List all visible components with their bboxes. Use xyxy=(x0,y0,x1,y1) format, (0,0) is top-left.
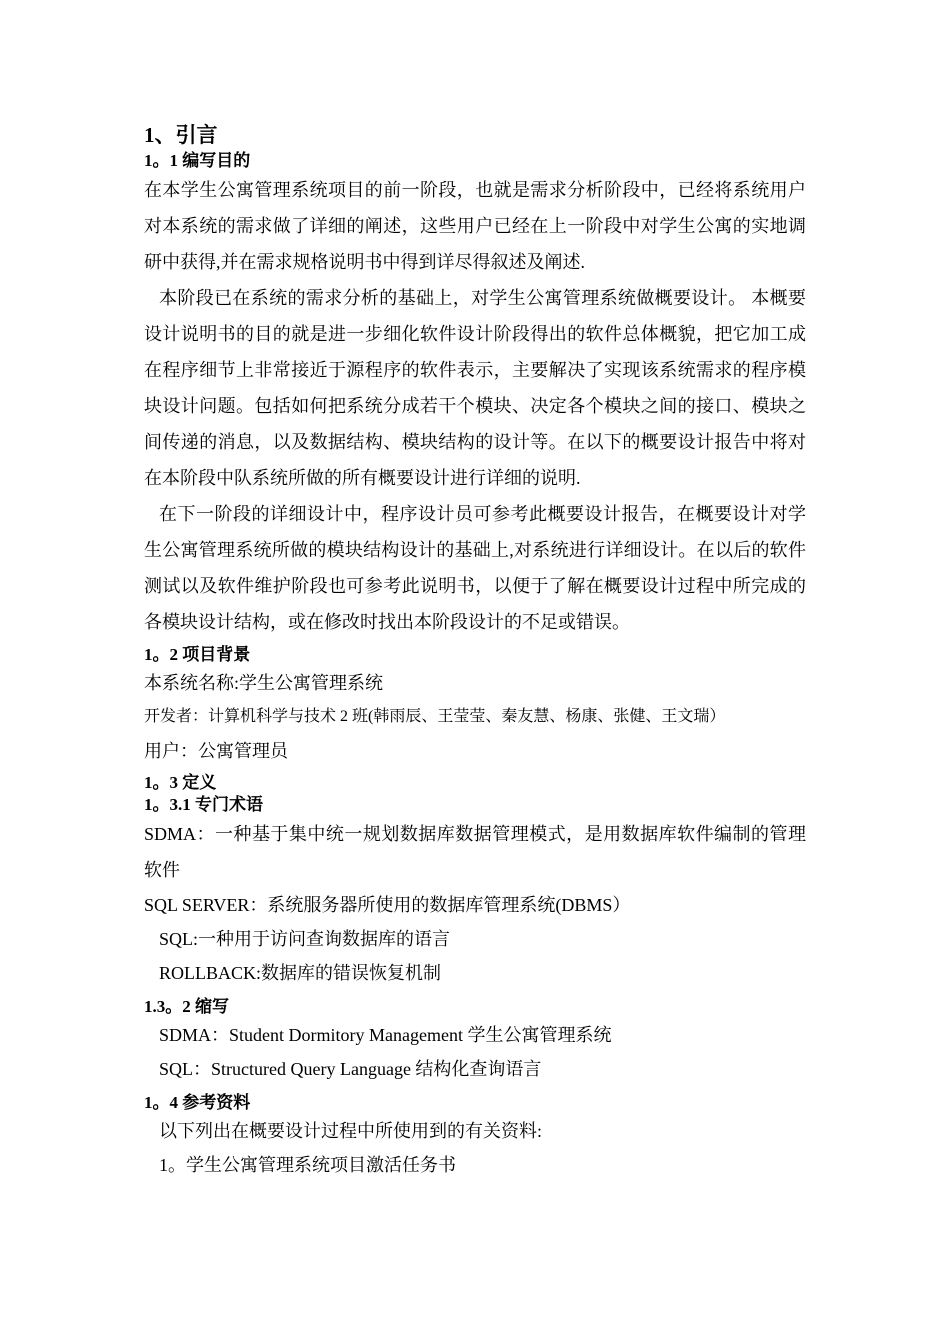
section-1-1-paragraph-1: 在本学生公寓管理系统项目的前一阶段，也就是需求分析阶段中，已经将系统用户对本系统的需求做了详细的阐述，这些用户已经在上一阶段中对学生公寓的实地调研中获得,并在需求规格说明书中得到详尽得叙述及阐述. xyxy=(144,180,806,272)
section-1-2-heading: 1。2 项目背景 xyxy=(144,645,251,664)
term-sql: SQL:一种用于访问查询数据库的语言 xyxy=(159,929,451,949)
section-1-3-2-heading: 1.3。2 缩写 xyxy=(144,997,229,1016)
section-1-1-paragraph-2: 本阶段已在系统的需求分析的基础上，对学生公寓管理系统做概要设计。 本概要设计说明书的目的就是进一步细化软件设计阶段得出的软件总体概貌，把它加工成在程序细节上非常接近于源程序的软件表示，主要解决了实现该系统需求的程序模块设计问题。包括如何把系统分成若干个模块、决定各个模块之间的接口、模块之间传递的消息，以及数据结构、模块结构的设计等。在以下的概要设计报告中将对在本阶段中队系统所做的所有概要设计进行详细的说明. xyxy=(144,288,806,488)
section-1-3-1-heading: 1。3.1 专门术语 xyxy=(144,795,263,814)
term-rollback: ROLLBACK:数据库的错误恢复机制 xyxy=(159,963,442,983)
references-intro: 以下列出在概要设计过程中所使用到的有关资料: xyxy=(159,1121,542,1141)
user-line: 用户：公寓管理员 xyxy=(144,741,288,761)
section-1-1-paragraph-3: 在下一阶段的详细设计中，程序设计员可参考此概要设计报告，在概要设计对学生公寓管理系统所做的模块结构设计的基础上,对系统进行详细设计。在以后的软件测试以及软件维护阶段也可参考此说明书，以便于了解在概要设计过程中所完成的各模块设计结构，或在修改时找出本阶段设计的不足或错误。 xyxy=(144,504,806,632)
developer-line: 开发者：计算机科学与技术 2 班(韩雨辰、王莹莹、秦友慧、杨康、张健、王文瑞） xyxy=(144,708,726,725)
section-1-heading: 1、引言 xyxy=(144,123,218,147)
abbr-sql: SQL：Structured Query Language 结构化查询语言 xyxy=(159,1059,542,1079)
term-sql-server: SQL SERVER：系统服务器所使用的数据库管理系统(DBMS） xyxy=(144,895,631,915)
section-1-3-heading: 1。3 定义 xyxy=(144,773,217,792)
document-content xyxy=(144,120,806,1182)
section-1-4-heading: 1。4 参考资料 xyxy=(144,1093,251,1112)
reference-item: 1。学生公寓管理系统项目激活任务书 xyxy=(159,1155,456,1175)
section-1-1-heading: 1。1 编写目的 xyxy=(144,151,251,170)
term-sdma: SDMA：一种基于集中统一规划数据库数据管理模式，是用数据库软件编制的管理软件 xyxy=(144,824,806,880)
system-name-line: 本系统名称:学生公寓管理系统 xyxy=(144,673,383,693)
abbr-sdma: SDMA：Student Dormitory Management 学生公寓管理系统 xyxy=(159,1025,612,1045)
